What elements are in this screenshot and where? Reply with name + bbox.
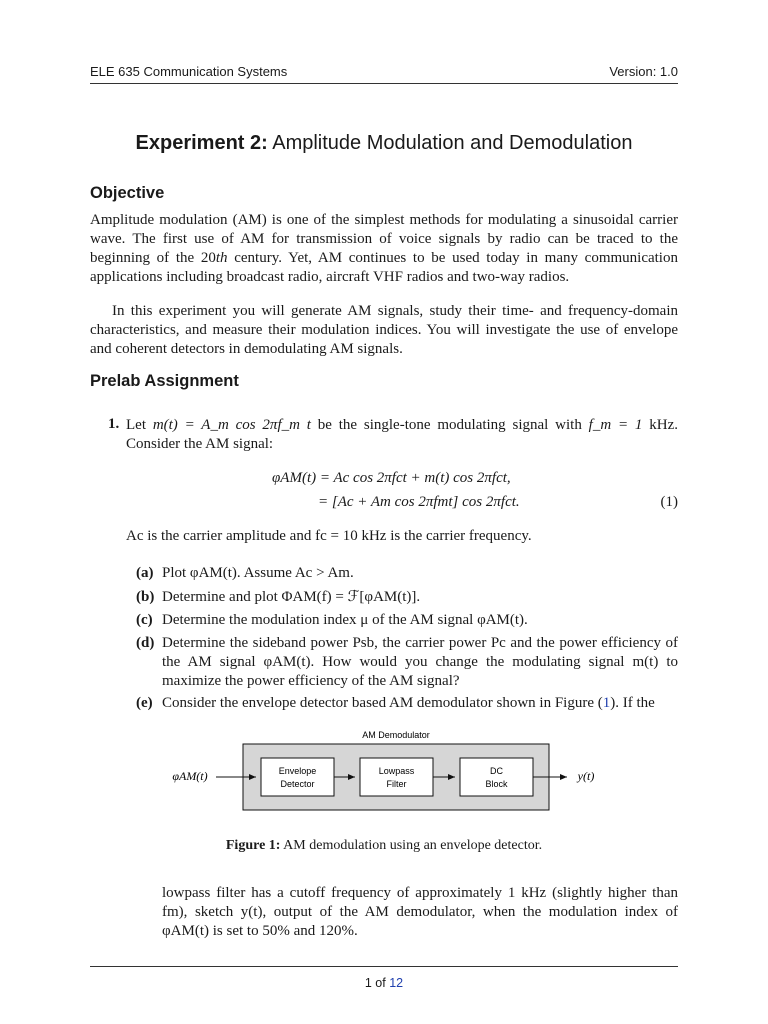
objective-paragraph-2: In this experiment you will generate AM signals, study their time- and frequency-domain characteristics, and measure their modulation indices. You will investigate the use of envelope and coherent detectors in demodulating AM signals. — [90, 303, 678, 357]
figure-caption — [0, 838, 768, 854]
continuation-paragraph: lowpass filter has a cutoff frequency of approximately 1 kHz (slightly higher than fm), sketch y(t), output of the AM demodulator, when the modulation index of φAM(t) is set to 50% and 120%. — [162, 885, 678, 939]
diagram-input-label: φAM(t) — [172, 769, 208, 783]
objective-heading: Objective — [90, 184, 165, 202]
subitem-e-text — [162, 694, 678, 713]
block1-line1: Envelope — [278, 766, 317, 776]
item1-text-b: be the single-tone modulating signal with — [310, 417, 589, 433]
subitem-e-text-a: Consider the envelope detector based AM demodulator shown in Figure ( — [162, 695, 603, 711]
item1-text-a: Let — [126, 417, 153, 433]
item1-fm: f_m = 1 — [588, 417, 643, 433]
subitem-c — [136, 611, 678, 630]
subitem-b — [136, 588, 678, 607]
diagram-group-title: AM Demodulator — [362, 730, 430, 740]
carrier-note: Ac is the carrier amplitude and fc = 10 kHz is the carrier frequency. — [126, 528, 532, 544]
objective-p1-a: Amplitude modulation (AM) is one of the simplest methods for modulating a sinusoidal carrier wave. The first use of AM for transmission of voice signals by radio can be traced to the beginning of the 20 — [90, 212, 678, 266]
page-number — [0, 976, 768, 990]
footer-rule — [90, 966, 678, 967]
block1-line2: Detector — [280, 779, 315, 789]
page-title — [0, 132, 768, 155]
subitem-c-text: Determine the modulation index μ of the AM signal φAM(t). — [162, 612, 528, 628]
subitem-a-text: Plot φAM(t). Assume Ac > Am. — [162, 565, 354, 581]
subitem-d-label: (d) — [136, 635, 155, 651]
prelab-item-number: 1. — [108, 416, 120, 432]
title-main: Amplitude Modulation and Demodulation — [272, 132, 633, 154]
subitem-e-label: (e) — [136, 695, 153, 711]
block3-line2: Block — [485, 779, 508, 789]
subitem-e — [136, 694, 678, 713]
equation-line-2: = [Ac + Am cos 2πfmt] cos 2πfct. — [318, 494, 520, 510]
dc-block-block — [460, 758, 533, 796]
subitem-a — [136, 564, 678, 583]
figure-caption-text: AM demodulation using an envelope detector. — [280, 838, 543, 853]
figure-caption-label: Figure 1: — [225, 838, 281, 853]
page-total-link[interactable]: 12 — [389, 976, 404, 990]
subitem-b-label: (b) — [136, 589, 155, 605]
objective-p1-b: century. Yet, AM continues to be used today in many communication applications including broadcast radio, aircraft VHF radios and two-way radios. — [90, 250, 678, 285]
title-prefix: Experiment 2: — [135, 132, 268, 154]
equation-line-1: φAM(t) = Ac cos 2πfct + m(t) cos 2πfct, — [272, 470, 511, 486]
subitem-e-text-b: ). If the — [610, 695, 655, 711]
subitem-d-text: Determine the sideband power Psb, the carrier power Pc and the power efficiency of the AM signal φAM(t). How would you change the modulating signal m(t) to maximize the power efficiency of the AM signal? — [162, 635, 678, 689]
page-of: of — [375, 976, 386, 990]
page-current: 1 — [364, 976, 372, 990]
subitem-a-label: (a) — [136, 565, 154, 581]
header-rule — [90, 83, 678, 84]
item1-text-c: kHz. Consider the AM signal: — [126, 417, 678, 452]
block3-line1: DC — [490, 766, 503, 776]
figure-ref-link[interactable]: 1 — [602, 695, 611, 711]
prelab-heading: Prelab Assignment — [90, 372, 239, 390]
header-version: Version: 1.0 — [609, 64, 678, 79]
subitem-c-label: (c) — [136, 612, 153, 628]
header-course: ELE 635 Communication Systems — [90, 64, 288, 79]
lowpass-filter-block — [360, 758, 433, 796]
diagram-output-label: y(t) — [577, 769, 595, 783]
objective-paragraph-1 — [90, 211, 678, 287]
subitem-b-text: Determine and plot ΦAM(f) = ℱ[φAM(t)]. — [162, 589, 421, 605]
prelab-item-1 — [126, 416, 678, 454]
block2-line1: Lowpass — [378, 766, 415, 776]
am-demodulator-diagram — [160, 726, 610, 826]
block2-line2: Filter — [386, 779, 407, 789]
item1-mt: m(t) = A_m cos 2πf_m t — [152, 417, 311, 433]
objective-p1-sup: th — [215, 250, 228, 266]
equation-number: (1) — [660, 494, 678, 510]
envelope-detector-block — [261, 758, 334, 796]
subitem-d — [136, 634, 678, 691]
